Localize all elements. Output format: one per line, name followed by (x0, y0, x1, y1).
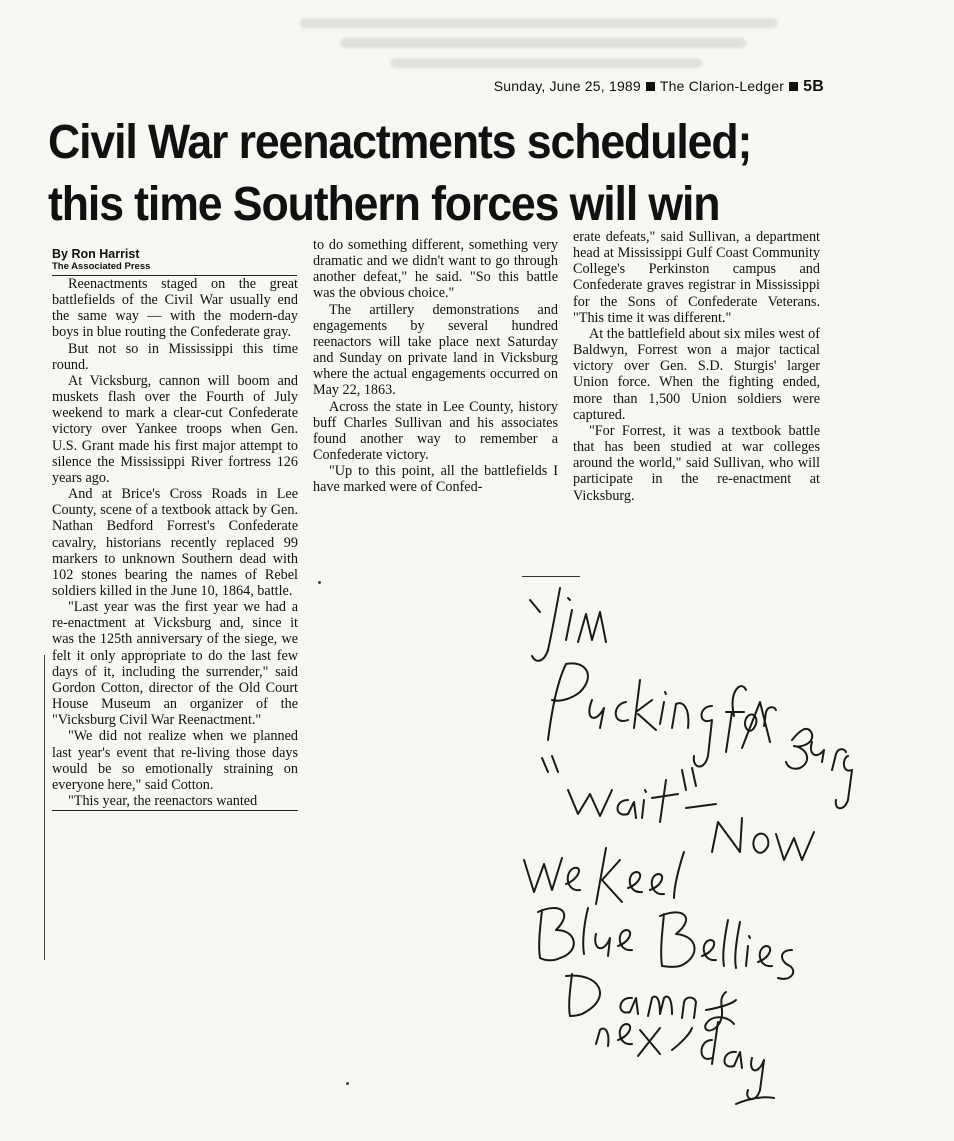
paragraph: But not so in Mississippi this time round. (52, 340, 298, 373)
byline-author: By Ron Harrist (52, 247, 140, 261)
headline-line-1: Civil War reenactments scheduled; (48, 116, 752, 169)
paragraph: "We did not realize when we planned last year's event that re-living those days would be so emotionally straining on everyone here," said Cotton. (52, 728, 298, 793)
dateline-paper: The Clarion-Ledger (659, 78, 785, 94)
handwriting-packing (548, 663, 852, 808)
paragraph: "Up to this point, all the battlefields I have marked were of Confed- (313, 463, 558, 496)
paragraph: "For Forrest, it was a textbook battle that has been studied at war colleges around the world," said Sullivan, who will participate in the re-enactment at Vicksburg. (573, 422, 820, 504)
paragraph: to do something different, something very dramatic and we didn't want to go through another defeat," he said. "So this battle was the obvious choice." (313, 237, 558, 302)
paragraph: "This year, the reenactors wanted (68, 793, 258, 809)
handwriting-we-keel (524, 848, 684, 904)
dateline-date: Sunday, June 25, 1989 (493, 78, 641, 94)
paragraph: And at Brice's Cross Roads in Lee County, scene of a textbook attack by Gen. Nathan Bedford Forrest's Confederate cavalry, historians recently replaced 99 markers to unknown Southern dead with 102 stones bearing the names of Rebel soldiers killed in the June 10, 1864, battle. (52, 486, 298, 599)
paragraph: Reenactments staged on the great battlefields of the Civil War usually end the same way — with the modern-day boys in blue routing the Confederate gray. (52, 276, 298, 341)
byline-agency: The Associated Press (52, 261, 151, 272)
handwriting-wait-now (542, 756, 814, 860)
handwriting-blue-bellies (538, 908, 793, 979)
dateline-page: 5B (803, 78, 824, 95)
paragraph: Across the state in Lee County, history buff Charles Sullivan and his associates found another way to remember a Confederate victory. (313, 398, 558, 464)
paragraph: At Vicksburg, cannon will boom and muskets flash over the Fourth of July weekend to mark a clear-cut Confederate victory over Yankee troops when Gen. U.S. Grant made his first major attempt to silence the Mississippi River fortress 126 years ago. (52, 372, 298, 486)
paragraph: "Last year was the first year we had a re-enactment at Vicksburg and, since it was the 125th anniversary of the siege, we felt it only appropriate to do the last few days of it, including the surrender," said Gordon Cotton, director of the Old Court House Museum an organizer of the "Vicksburg Civil War Reenactment." (52, 599, 298, 729)
paragraph: At the battlefield about six miles west of Baldwyn, Forrest won a major tactical victory over Gen. S.D. Sturgis' larger Union force. When the fighting ended, more than 1,500 Union soldiers were captured. (573, 325, 820, 423)
handwriting-damn (566, 974, 736, 1031)
handwriting-jim (530, 588, 606, 661)
paragraph: erate defeats," said Sullivan, a department head at Mississippi Gulf Coast Community College's Perkinston campus and Confederate graves registrar in Mississippi for the Sons of Confederate Veterans. "This time it was different." (573, 229, 820, 326)
handwriting-next-day (596, 1022, 774, 1104)
headline-line-2: this time Southern forces will win (48, 178, 720, 231)
paragraph: The artillery demonstrations and engagements by several hundred reenactors will take place next Saturday and Sunday on private land in Vicksburg where the actual engagements occurred on May 22, 1863. (313, 301, 558, 399)
